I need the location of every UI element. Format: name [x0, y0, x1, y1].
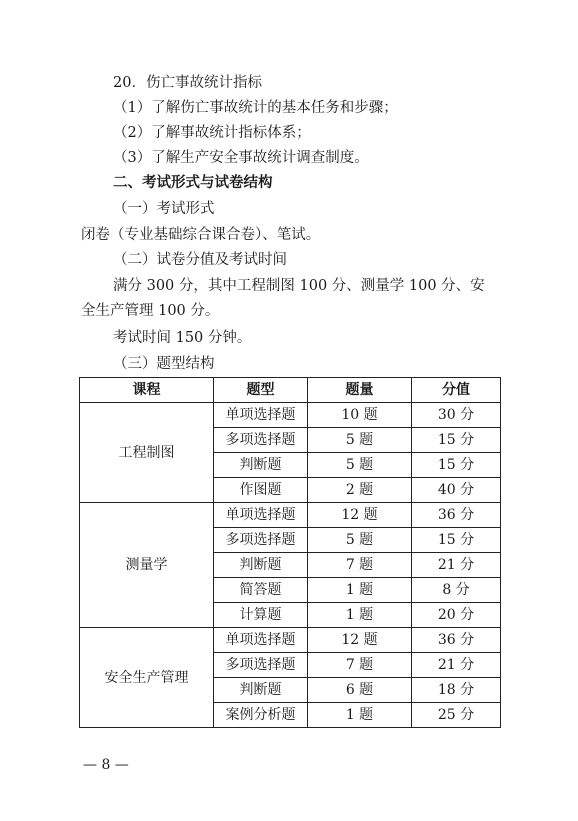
question-structure-table	[79, 377, 501, 728]
count-cell: 10 题	[308, 403, 412, 428]
header-question-count: 题量	[308, 378, 412, 403]
section-20-title: 20．伤亡事故统计指标	[113, 75, 262, 91]
type-cell: 单项选择题	[214, 503, 308, 528]
subheading-question-types: （三）题型结构	[113, 356, 215, 372]
type-cell: 多项选择题	[214, 428, 308, 453]
count-cell: 7 题	[308, 553, 412, 578]
count-cell: 5 题	[308, 428, 412, 453]
type-cell: 简答题	[214, 578, 308, 603]
table-row	[80, 503, 501, 528]
type-cell: 单项选择题	[214, 403, 308, 428]
count-cell: 12 题	[308, 628, 412, 653]
type-cell: 判断题	[214, 678, 308, 703]
score-cell: 8 分	[412, 578, 501, 603]
score-cell: 25 分	[412, 703, 501, 728]
count-cell: 7 题	[308, 653, 412, 678]
header-course: 课程	[80, 378, 214, 403]
table-header-row	[80, 378, 501, 403]
exam-time-text: 考试时间 150 分钟。	[113, 330, 252, 346]
count-cell: 1 题	[308, 578, 412, 603]
score-cell: 15 分	[412, 453, 501, 478]
subheading-score-time: （二）试卷分值及考试时间	[113, 252, 287, 268]
count-cell: 2 题	[308, 478, 412, 503]
header-score: 分值	[412, 378, 501, 403]
course-cell: 测量学	[80, 503, 214, 628]
score-cell: 36 分	[412, 628, 501, 653]
course-cell: 安全生产管理	[80, 628, 214, 728]
type-cell: 多项选择题	[214, 528, 308, 553]
type-cell: 判断题	[214, 553, 308, 578]
page-number: — 8 —	[83, 757, 129, 773]
score-cell: 15 分	[412, 528, 501, 553]
type-cell: 案例分析题	[214, 703, 308, 728]
score-cell: 21 分	[412, 653, 501, 678]
count-cell: 5 题	[308, 453, 412, 478]
course-cell: 工程制图	[80, 403, 214, 503]
count-cell: 1 题	[308, 603, 412, 628]
type-cell: 判断题	[214, 453, 308, 478]
count-cell: 12 题	[308, 503, 412, 528]
table-row	[80, 628, 501, 653]
heading-exam-structure: 二、考试形式与试卷结构	[113, 175, 273, 191]
subheading-exam-form: （一）考试形式	[113, 201, 215, 217]
score-cell: 40 分	[412, 478, 501, 503]
score-cell: 15 分	[412, 428, 501, 453]
score-cell: 36 分	[412, 503, 501, 528]
type-cell: 单项选择题	[214, 628, 308, 653]
item-3: （3）了解生产安全事故统计调查制度。	[113, 150, 369, 166]
header-question-type: 题型	[214, 378, 308, 403]
type-cell: 多项选择题	[214, 653, 308, 678]
count-cell: 6 题	[308, 678, 412, 703]
type-cell: 作图题	[214, 478, 308, 503]
score-cell: 30 分	[412, 403, 501, 428]
type-cell: 计算题	[214, 603, 308, 628]
count-cell: 1 题	[308, 703, 412, 728]
item-1: （1）了解伤亡事故统计的基本任务和步骤；	[113, 100, 398, 116]
score-cell: 18 分	[412, 678, 501, 703]
score-cell: 20 分	[412, 603, 501, 628]
score-text-2: 全生产管理 100 分。	[81, 303, 220, 319]
count-cell: 5 题	[308, 528, 412, 553]
table-row	[80, 403, 501, 428]
score-text-1: 满分 300 分，其中工程制图 100 分、测量学 100 分、安	[113, 278, 485, 294]
exam-form-text: 闭卷（专业基础综合课合卷）、笔试。	[81, 227, 321, 243]
item-2: （2）了解事故统计指标体系；	[113, 125, 311, 141]
score-cell: 21 分	[412, 553, 501, 578]
